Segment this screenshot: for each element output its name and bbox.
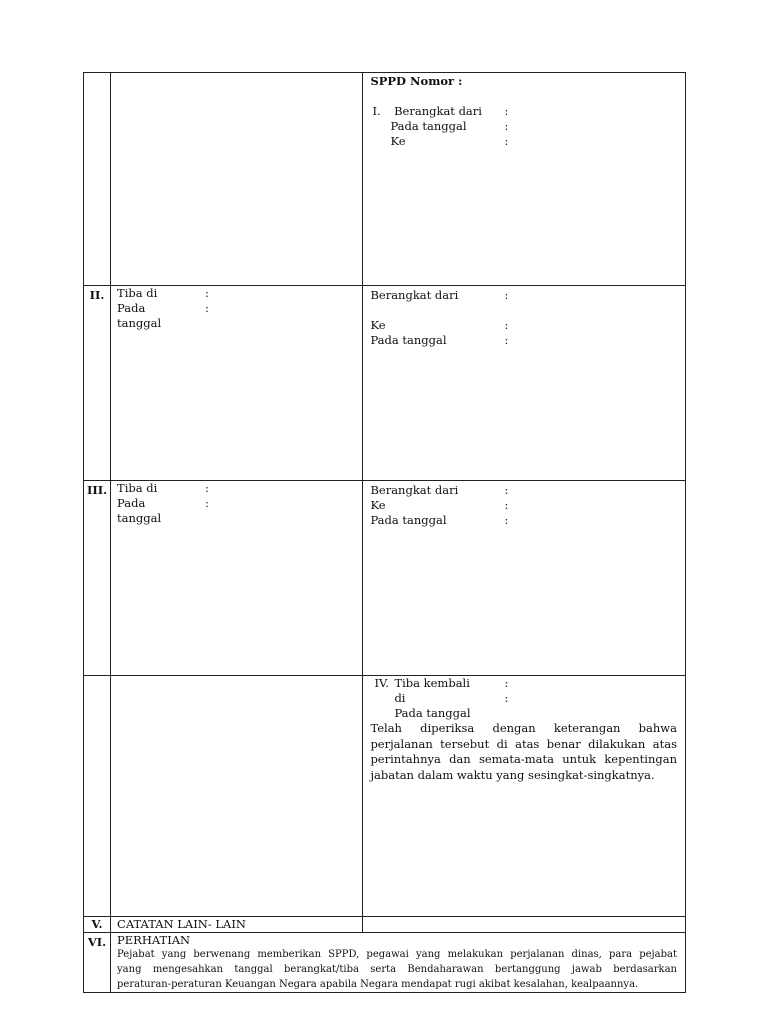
- departure-date-label: Pada tanggal: [370, 333, 447, 347]
- departure-date-colon: :: [504, 333, 509, 347]
- destination-label: Ke: [390, 134, 406, 148]
- departure-date-colon: :: [504, 119, 509, 133]
- departure-from-label: Berangkat dari: [370, 483, 459, 497]
- verification-statement: [370, 721, 679, 783]
- section-3-right-cell: [363, 481, 686, 676]
- section-6-row: [84, 933, 686, 993]
- departure-from-label: Berangkat dari: [394, 104, 482, 118]
- arrive-date-colon: :: [205, 496, 209, 510]
- section-3-row: [84, 481, 686, 676]
- arrive-date-colon: :: [205, 301, 209, 315]
- destination-label: Ke: [370, 498, 386, 512]
- section-1-left-cell: [111, 73, 363, 286]
- other-notes-field[interactable]: [363, 917, 686, 933]
- attention-text-line: Pejabat yang berwenang memberikan SPPD, pegawai yang melakukan perjalanan dinas, para pejabat: [117, 949, 677, 960]
- departure-from-colon: :: [504, 483, 509, 497]
- arrive-date-label-2: tanggal: [117, 316, 162, 330]
- arrive-at-label: Tiba di: [117, 286, 158, 300]
- return-date-label: Pada tanggal: [394, 706, 471, 720]
- sppd-number-label: SPPD Nomor :: [370, 74, 463, 88]
- section-4-roman: IV.: [374, 676, 389, 690]
- arrive-date-label-1: Pada: [117, 496, 146, 510]
- section-4-row: [84, 676, 686, 917]
- section-3-number: III.: [84, 481, 111, 676]
- return-arrival-at-colon: :: [504, 691, 509, 705]
- sppd-form-sheet: [83, 72, 686, 993]
- attention-text-line: peraturan-peraturan Keuangan Negara apabila Negara mendapat rugi akibat kesalahan, kealpaannya.: [117, 979, 639, 990]
- other-notes-label: CATATAN LAIN- LAIN: [117, 917, 246, 931]
- arrive-at-label: Tiba di: [117, 481, 158, 495]
- destination-colon: :: [504, 318, 509, 332]
- section-6-number: VI.: [84, 933, 111, 993]
- section-2-row: [84, 286, 686, 481]
- return-arrival-label: Tiba kembali: [394, 676, 470, 690]
- section-4-right-cell: [363, 676, 686, 917]
- return-arrival-at-label: di: [394, 691, 406, 705]
- section-3-left-cell: [111, 481, 363, 676]
- departure-from-colon: :: [504, 104, 509, 118]
- section-5-left-cell: [111, 917, 363, 933]
- departure-from-colon: :: [504, 288, 509, 302]
- destination-label: Ke: [370, 318, 386, 332]
- arrive-at-colon: :: [205, 481, 209, 495]
- destination-colon: :: [504, 134, 509, 148]
- statement-line: perintahnya dan semata-mata untuk kepentingan: [370, 752, 677, 766]
- section-5-number: V.: [84, 917, 111, 933]
- section-4-left-cell: [111, 676, 363, 917]
- destination-colon: :: [504, 498, 509, 512]
- section-2-right-cell: [363, 286, 686, 481]
- section-1-roman: I.: [372, 104, 381, 118]
- section-2-left-cell: [111, 286, 363, 481]
- attention-title: PERHATIAN: [117, 933, 191, 947]
- return-arrival-colon: :: [504, 676, 509, 690]
- section-1-row: [84, 73, 686, 286]
- section-4-number-cell: [84, 676, 111, 917]
- departure-from-label: Berangkat dari: [370, 288, 459, 302]
- statement-line: Telah diperiksa dengan keterangan bahwa: [370, 721, 677, 735]
- arrive-at-colon: :: [205, 286, 209, 300]
- departure-date-colon: :: [504, 513, 509, 527]
- section-2-number: II.: [84, 286, 111, 481]
- section-5-row: [84, 917, 686, 933]
- attention-text-line: yang mengesahkan tanggal berangkat/tiba serta Bendaharawan bertanggung jawab berdasarkan: [117, 964, 677, 975]
- arrive-date-label-2: tanggal: [117, 511, 162, 525]
- statement-line: perjalanan tersebut di atas benar dilakukan atas: [370, 736, 677, 751]
- departure-date-label: Pada tanggal: [390, 119, 467, 133]
- attention-cell: [111, 933, 686, 993]
- section-1-number-cell: [84, 73, 111, 286]
- departure-date-label: Pada tanggal: [370, 513, 447, 527]
- sppd-form-table: [83, 72, 686, 993]
- statement-line: jabatan dalam waktu yang sesingkat-singkatnya.: [370, 767, 655, 782]
- arrive-date-label-1: Pada: [117, 301, 146, 315]
- section-1-right-cell: [363, 73, 686, 286]
